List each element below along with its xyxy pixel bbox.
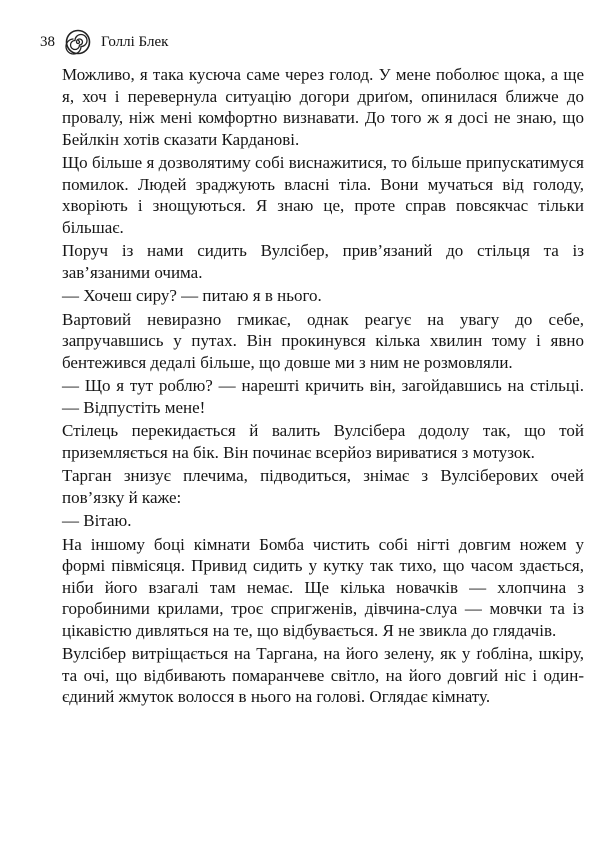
paragraph: Поруч із нами сидить Вулсібер, прив’язаний до стільця та із зав’язаними очима.	[62, 241, 584, 282]
paragraph: Вартовий невиразно гмикає, однак реагує на увагу до себе, запручавшись у путах. Він прокинувся кілька хвилин тому і явно бентежився дедалі більше, що довше ми з ним не розмовляли.	[62, 309, 584, 372]
spiral-logo-icon	[65, 29, 91, 55]
book-title: Голлі Блек	[101, 33, 169, 50]
paragraph: Можливо, я така кусюча саме через голод. У мене поболює щока, а ще я, хоч і перевернула ситуацію догори дриґом, опинилася ближче до провалу, ніж мені комфортно визнавати. До того ж я досі не знаю, що Бейлкін хотів сказати Карданові.	[62, 65, 584, 149]
paragraph: Що більше я дозволятиму собі виснажитися, то більше припускатимуся помилок. Людей зраджують власні тіла. Вони мучаться від голоду, хворіють і знощуються. Я знаю це, проте справ повсякчас тільки більшає.	[62, 153, 584, 237]
paragraph: — Вітаю.	[62, 511, 132, 530]
paragraph: — Хочеш сиру? — питаю я в нього.	[62, 286, 322, 305]
page-number: 38	[40, 33, 55, 50]
paragraph: Вулсібер витріщається на Таргана, на його зелену, як у ґобліна, шкіру, та очі, що відбивають помаранчеве світло, на його довгий ніс і один-єдиний жмуток волосся в нього на голові. Оглядає кімнату.	[62, 644, 584, 706]
paragraph: На іншому боці кімнати Бомба чистить собі нігті довгим ножем у формі півмісяця. Привид сидить у кутку так тихо, що часом здається, ніби його взагалі там немає. Ще кілька новачків — хлопчина з горобиними крилами, троє спригженів, дівчина-слуа — мовчки та із цікавістю дивляться на те, що відбувається. Я не звикла до глядачів.	[62, 534, 584, 640]
running-header	[40, 30, 168, 54]
paragraph: Тарган знизує плечима, підводиться, знімає з Вулсіберових очей пов’язку й каже:	[62, 466, 584, 507]
body-text	[62, 64, 584, 710]
paragraph: — Що я тут роблю? — нарешті кричить він, загойдавшись на стільці. — Відпустіть мене!	[62, 376, 584, 417]
paragraph: Стілець перекидається й валить Вулсібера додолу так, що той приземляється на бік. Він починає всерйоз вириватися з мотузок.	[62, 421, 584, 462]
